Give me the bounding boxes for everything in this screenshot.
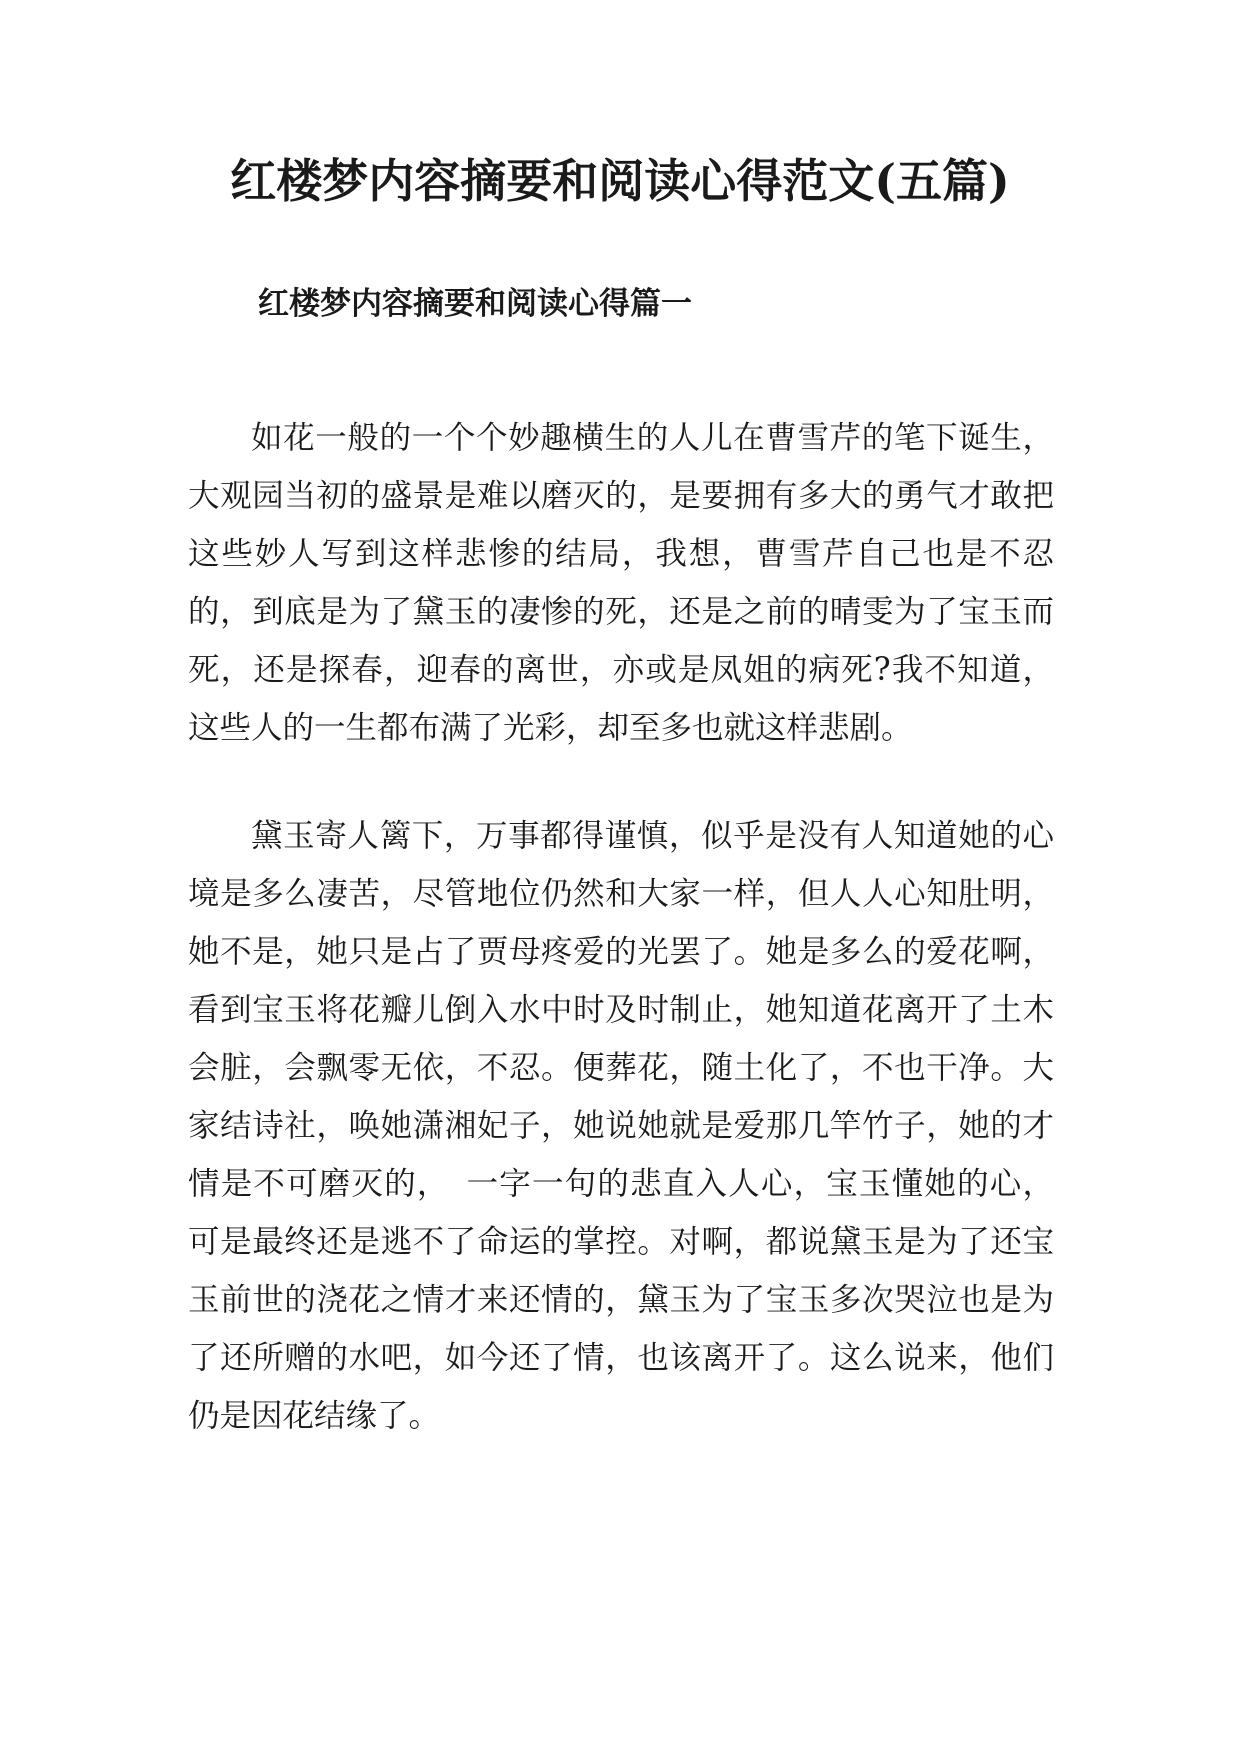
document-title: 红楼梦内容摘要和阅读心得范文(五篇) (230, 154, 1010, 208)
section-heading: 红楼梦内容摘要和阅读心得篇一 (258, 286, 692, 322)
paragraph-2: 黛玉寄人篱下，万事都得谨慎，似乎是没有人知道她的心境是多么凄苦，尽管地位仍然和大家一样，但人人心知肚明，她不是，她只是占了贾母疼爱的光罢了。她是多么的爱花啊，看到宝玉将花瓣儿倒入水中时及时制止，她知道花离开了土木会脏，会飘零无依，不忍。便葬花，随土化了，不也干净。大家结诗社，唤她潇湘妃子，她说她就是爱那几竿竹子，她的才情是不可磨灭的， 一字一句的悲直入人心，宝玉懂她的心，可是最终还是逃不了命运的掌控。对啊，都说黛玉是为了还宝玉前世的浇花之情才来还情的，黛玉为了宝玉多次哭泣也是为了还所赠的水吧，如今还了情，也该离开了。这么说来，他们仍是因花结缘了。 (188, 818, 1054, 1434)
paragraph-1: 如花一般的一个个妙趣横生的人儿在曹雪芹的笔下诞生，大观园当初的盛景是难以磨灭的，是要拥有多大的勇气才敢把这些妙人写到这样悲惨的结局，我想，曹雪芹自己也是不忍的，到底是为了黛玉的凄惨的死，还是之前的晴雯为了宝玉而死，还是探春，迎春的离世，亦或是凤姐的病死?我不知道，这些人的一生都布满了光彩，却至多也就这样悲剧。 (188, 420, 1054, 746)
